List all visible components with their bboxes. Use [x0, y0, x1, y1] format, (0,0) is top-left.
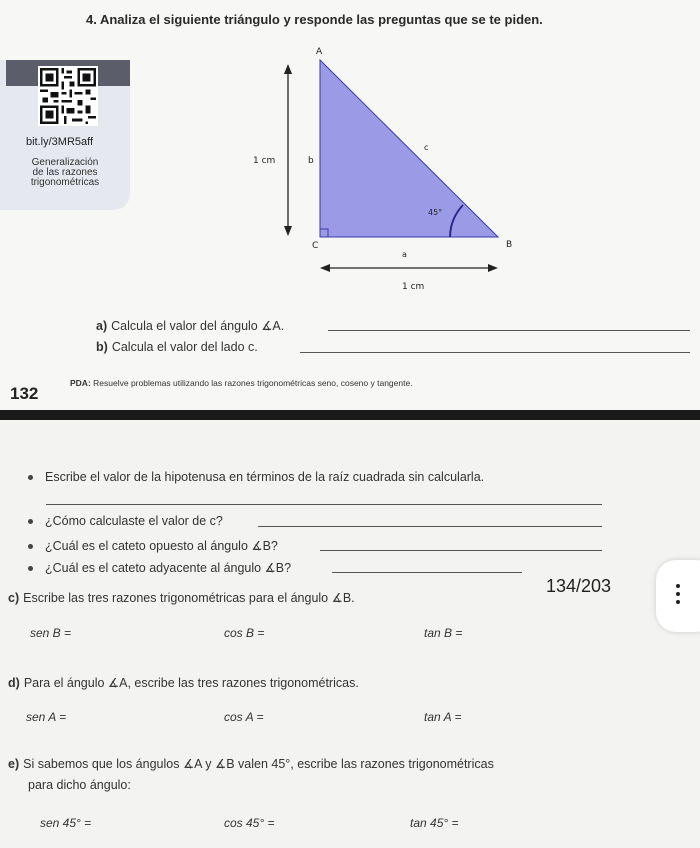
page-132: [0, 0, 700, 412]
arrow-left-icon: [320, 264, 330, 272]
bullet-item: [28, 538, 278, 553]
pda-text: Resuelve problemas utilizando las razones trigonométricas seno, coseno y tangente.: [93, 378, 413, 388]
bullet-text: ¿Cuál es el cateto opuesto al ángulo ∡B?: [45, 539, 278, 553]
vertical-measure-label: 1 cm: [253, 156, 276, 166]
answer-line-b[interactable]: [300, 352, 690, 353]
question-a-letter: a): [96, 319, 108, 333]
arrow-up-icon: [284, 64, 292, 74]
qr-topic-line3: trigonométricas: [30, 177, 100, 188]
section-d: [8, 675, 359, 690]
bullet-item: [28, 514, 223, 528]
formula-sen-a[interactable]: sen A =: [26, 710, 67, 724]
page-indicator: 134/203: [546, 576, 612, 596]
section-e-text-line1: Si sabemos que los ángulos ∡A y ∡B valen 45°, escribe las razones trigonométricas: [23, 757, 494, 771]
formula-sen-b[interactable]: sen B =: [30, 626, 72, 640]
horizontal-measure-label: 1 cm: [402, 282, 425, 292]
side-a-label: a: [402, 250, 407, 259]
formula-sen-45[interactable]: sen 45° =: [40, 816, 92, 830]
qr-topic-line2: de las razones: [32, 167, 98, 178]
page-divider: [0, 410, 700, 420]
triangle-figure: [0, 0, 700, 300]
question-b-text: Calcula el valor del lado c.: [111, 340, 258, 354]
section-c-letter: c): [8, 591, 20, 605]
vertex-a-label: A: [316, 47, 323, 57]
section-e-line2: para dicho ángulo:: [28, 778, 131, 792]
answer-line-opposite[interactable]: [320, 550, 602, 551]
answer-line-hypotenuse[interactable]: [46, 504, 602, 505]
bullet-item: [28, 470, 484, 484]
arrow-down-icon: [284, 226, 292, 236]
formula-tan-a[interactable]: tan A =: [424, 710, 462, 724]
qr-link[interactable]: bit.ly/3MR5aff: [26, 136, 94, 148]
section-c: [8, 590, 355, 605]
section-e: [8, 756, 494, 771]
formula-tan-45[interactable]: tan 45° =: [410, 816, 459, 830]
section-e-letter: e): [8, 757, 20, 771]
bullet-dot-icon: [28, 475, 33, 480]
bullet-text: ¿Cuál es el cateto adyacente al ángulo ∡B?: [45, 561, 292, 575]
formula-tan-b[interactable]: tan B =: [424, 626, 463, 640]
page-number: 132: [10, 384, 39, 403]
question-a-text: Calcula el valor del ángulo ∡A.: [111, 319, 285, 333]
vertex-c-label: C: [312, 241, 319, 251]
formula-cos-45[interactable]: cos 45° =: [224, 816, 275, 830]
question-b: [96, 340, 258, 354]
angle-label: 45°: [428, 208, 443, 217]
question-a: [96, 318, 284, 333]
pda-label: PDA:: [70, 378, 91, 388]
qr-topic-line1: Generalización: [31, 157, 99, 168]
side-b-label: b: [308, 156, 314, 166]
bullet-text: Escribe el valor de la hipotenusa en términos de la raíz cuadrada sin calcularla.: [45, 470, 485, 484]
bullet-dot-icon: [28, 566, 33, 571]
vertex-b-label: B: [506, 240, 513, 250]
pda-note: [70, 378, 413, 388]
section-d-text: Para el ángulo ∡A, escribe las tres razones trigonométricas.: [23, 676, 359, 690]
bullet-item: [28, 560, 291, 575]
answer-line-a[interactable]: [328, 330, 690, 331]
answer-line-adjacent[interactable]: [332, 572, 522, 573]
bullet-dot-icon: [28, 544, 33, 549]
formula-cos-b[interactable]: cos B =: [224, 626, 265, 640]
bullet-dot-icon: [28, 519, 33, 524]
section-c-text: Escribe las tres razones trigonométricas para el ángulo ∡B.: [23, 591, 355, 605]
section-d-letter: d): [8, 676, 20, 690]
page-133: [0, 420, 700, 848]
arrow-right-icon: [488, 264, 498, 272]
bullet-text: ¿Cómo calculaste el valor de c?: [45, 514, 223, 528]
formula-cos-a[interactable]: cos A =: [224, 710, 264, 724]
side-c-label: c: [424, 143, 429, 152]
answer-line-c[interactable]: [258, 526, 602, 527]
right-triangle: [320, 60, 498, 237]
more-options-button[interactable]: [656, 560, 700, 632]
more-vertical-icon: [676, 584, 680, 608]
question-b-letter: b): [96, 340, 108, 354]
question-title: 4. Analiza el siguiente triángulo y responde las preguntas que se te piden.: [86, 12, 543, 27]
